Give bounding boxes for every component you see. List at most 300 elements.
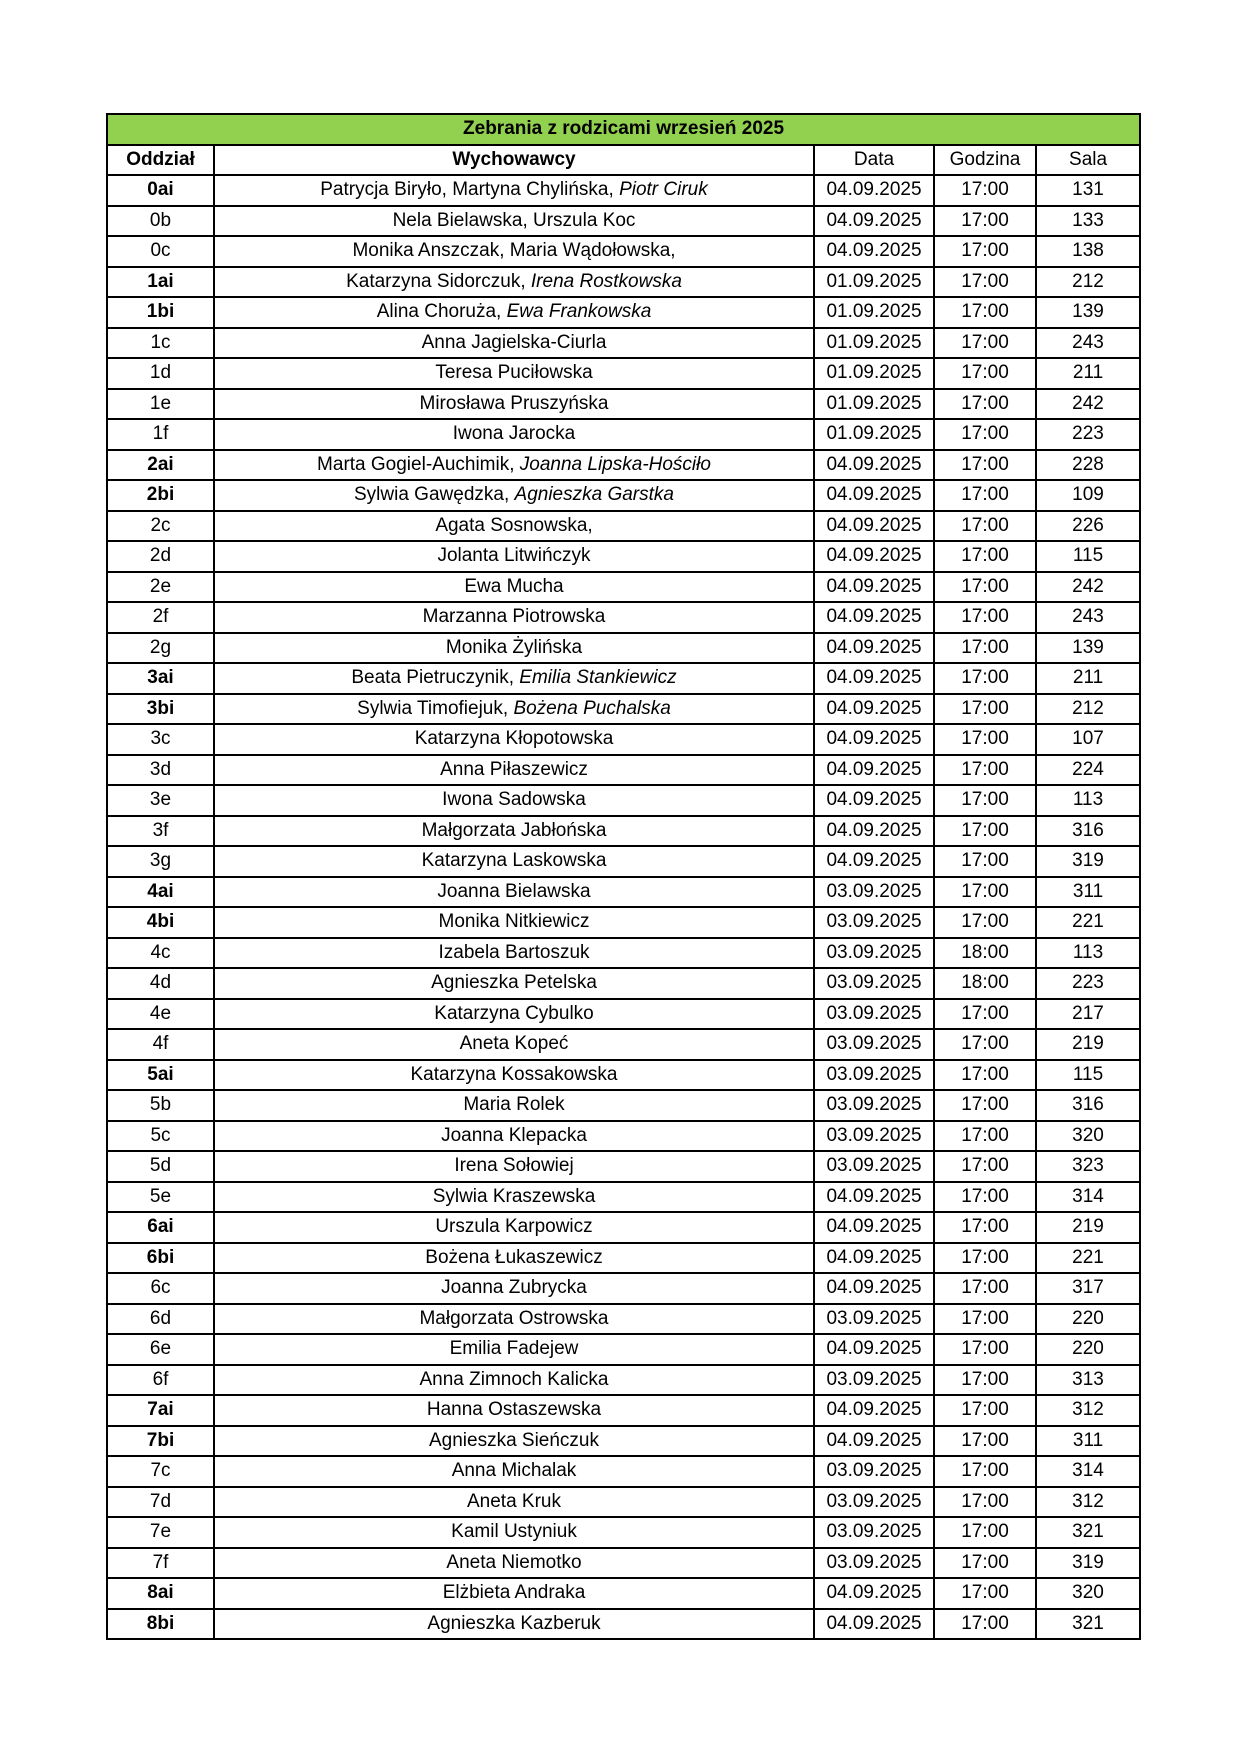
teacher-names: Iwona Jarocka (452, 423, 576, 445)
teacher-names: Sylwia Timofiejuk, (357, 697, 514, 719)
class-cell: 6c (107, 1273, 214, 1304)
room-cell: 317 (1036, 1273, 1140, 1304)
table-row (107, 328, 1140, 359)
date-cell: 04.09.2025 (814, 694, 934, 725)
date-cell: 04.09.2025 (814, 724, 934, 755)
class-cell: 1f (107, 419, 214, 450)
table-row (107, 846, 1140, 877)
room-cell: 211 (1036, 358, 1140, 389)
date-cell: 03.09.2025 (814, 999, 934, 1030)
teacher-names: Ewa Mucha (464, 575, 564, 597)
time-cell: 17:00 (934, 480, 1036, 511)
teacher-cell (214, 175, 814, 206)
class-cell: 2e (107, 572, 214, 603)
teacher-names: Maria Rolek (463, 1094, 565, 1116)
teacher-cell (214, 358, 814, 389)
teacher-cell (214, 328, 814, 359)
teacher-names: Anna Jagielska-Ciurla (421, 331, 607, 353)
date-cell: 04.09.2025 (814, 1426, 934, 1457)
time-cell: 17:00 (934, 328, 1036, 359)
teacher-names-italic: Ewa Frankowska (506, 301, 652, 323)
header-sala: Sala (1036, 145, 1140, 176)
date-cell: 03.09.2025 (814, 938, 934, 969)
time-cell: 17:00 (934, 1426, 1036, 1457)
table-row (107, 1456, 1140, 1487)
teacher-cell (214, 1182, 814, 1213)
teacher-names: Alina Choruża, (376, 301, 507, 323)
table-row (107, 1212, 1140, 1243)
table-row (107, 663, 1140, 694)
room-cell: 320 (1036, 1578, 1140, 1609)
time-cell: 17:00 (934, 1334, 1036, 1365)
teacher-cell (214, 1029, 814, 1060)
class-cell: 3d (107, 755, 214, 786)
teacher-cell (214, 1548, 814, 1579)
room-cell: 242 (1036, 572, 1140, 603)
room-cell: 312 (1036, 1395, 1140, 1426)
class-cell: 3ai (107, 663, 214, 694)
teacher-cell (214, 1334, 814, 1365)
date-cell: 03.09.2025 (814, 1548, 934, 1579)
date-cell: 03.09.2025 (814, 1304, 934, 1335)
time-cell: 17:00 (934, 999, 1036, 1030)
table-row (107, 633, 1140, 664)
header-row (107, 145, 1140, 176)
time-cell: 17:00 (934, 755, 1036, 786)
room-cell: 221 (1036, 1243, 1140, 1274)
class-cell: 6e (107, 1334, 214, 1365)
teacher-names: Elżbieta Andraka (442, 1582, 586, 1604)
room-cell: 107 (1036, 724, 1140, 755)
date-cell: 04.09.2025 (814, 602, 934, 633)
room-cell: 320 (1036, 1121, 1140, 1152)
teacher-cell (214, 907, 814, 938)
time-cell: 17:00 (934, 419, 1036, 450)
teacher-cell (214, 419, 814, 450)
date-cell: 03.09.2025 (814, 1029, 934, 1060)
class-cell: 0ai (107, 175, 214, 206)
room-cell: 223 (1036, 419, 1140, 450)
time-cell: 17:00 (934, 1517, 1036, 1548)
teacher-names: Agnieszka Kazberuk (427, 1612, 601, 1634)
room-cell: 139 (1036, 297, 1140, 328)
table-row (107, 450, 1140, 481)
time-cell: 17:00 (934, 846, 1036, 877)
time-cell: 17:00 (934, 663, 1036, 694)
table-row (107, 1395, 1140, 1426)
time-cell: 17:00 (934, 1395, 1036, 1426)
teacher-cell (214, 1151, 814, 1182)
table-row (107, 511, 1140, 542)
teacher-names: Anna Michalak (451, 1460, 577, 1482)
time-cell: 17:00 (934, 1151, 1036, 1182)
class-cell: 4e (107, 999, 214, 1030)
room-cell: 109 (1036, 480, 1140, 511)
date-cell: 04.09.2025 (814, 175, 934, 206)
teacher-cell (214, 755, 814, 786)
date-cell: 04.09.2025 (814, 572, 934, 603)
room-cell: 212 (1036, 694, 1140, 725)
teacher-names: Agnieszka Petelska (431, 972, 597, 994)
teacher-cell (214, 236, 814, 267)
table-row (107, 1548, 1140, 1579)
teacher-names: Aneta Kopeć (459, 1033, 569, 1055)
date-cell: 03.09.2025 (814, 1090, 934, 1121)
time-cell: 17:00 (934, 297, 1036, 328)
date-cell: 03.09.2025 (814, 1060, 934, 1091)
time-cell: 17:00 (934, 450, 1036, 481)
date-cell: 03.09.2025 (814, 1365, 934, 1396)
teacher-names-italic: Agnieszka Garstka (514, 484, 674, 506)
time-cell: 17:00 (934, 1609, 1036, 1640)
class-cell: 7c (107, 1456, 214, 1487)
time-cell: 17:00 (934, 724, 1036, 755)
date-cell: 03.09.2025 (814, 968, 934, 999)
teacher-cell (214, 206, 814, 237)
teacher-names: Monika Anszczak, Maria Wądołowska, (352, 240, 676, 262)
room-cell: 243 (1036, 602, 1140, 633)
room-cell: 319 (1036, 846, 1140, 877)
time-cell: 17:00 (934, 389, 1036, 420)
class-cell: 1c (107, 328, 214, 359)
class-cell: 7bi (107, 1426, 214, 1457)
teacher-cell (214, 1304, 814, 1335)
teacher-cell (214, 877, 814, 908)
table-row (107, 1243, 1140, 1274)
date-cell: 04.09.2025 (814, 511, 934, 542)
class-cell: 4f (107, 1029, 214, 1060)
table-row (107, 877, 1140, 908)
teacher-cell (214, 663, 814, 694)
room-cell: 223 (1036, 968, 1140, 999)
date-cell: 01.09.2025 (814, 419, 934, 450)
class-cell: 7ai (107, 1395, 214, 1426)
class-cell: 2bi (107, 480, 214, 511)
room-cell: 323 (1036, 1151, 1140, 1182)
room-cell: 131 (1036, 175, 1140, 206)
teacher-cell (214, 602, 814, 633)
room-cell: 316 (1036, 816, 1140, 847)
date-cell: 04.09.2025 (814, 1243, 934, 1274)
date-cell: 04.09.2025 (814, 480, 934, 511)
date-cell: 04.09.2025 (814, 541, 934, 572)
room-cell: 113 (1036, 938, 1140, 969)
teacher-cell (214, 1212, 814, 1243)
class-cell: 5ai (107, 1060, 214, 1091)
teacher-names: Monika Żylińska (445, 636, 583, 658)
date-cell: 04.09.2025 (814, 1334, 934, 1365)
class-cell: 5b (107, 1090, 214, 1121)
meetings-table (106, 113, 1141, 1640)
time-cell: 17:00 (934, 1060, 1036, 1091)
class-cell: 8ai (107, 1578, 214, 1609)
teacher-cell (214, 999, 814, 1030)
table-row (107, 968, 1140, 999)
date-cell: 04.09.2025 (814, 816, 934, 847)
date-cell: 03.09.2025 (814, 1487, 934, 1518)
title-row (107, 114, 1140, 145)
header-data: Data (814, 145, 934, 176)
time-cell: 17:00 (934, 633, 1036, 664)
room-cell: 115 (1036, 541, 1140, 572)
time-cell: 17:00 (934, 694, 1036, 725)
teacher-names-italic: Piotr Ciruk (619, 179, 708, 201)
class-cell: 3bi (107, 694, 214, 725)
date-cell: 01.09.2025 (814, 267, 934, 298)
time-cell: 17:00 (934, 1304, 1036, 1335)
class-cell: 4bi (107, 907, 214, 938)
date-cell: 04.09.2025 (814, 633, 934, 664)
room-cell: 314 (1036, 1182, 1140, 1213)
table-row (107, 1060, 1140, 1091)
room-cell: 212 (1036, 267, 1140, 298)
time-cell: 17:00 (934, 1090, 1036, 1121)
date-cell: 01.09.2025 (814, 297, 934, 328)
time-cell: 17:00 (934, 1365, 1036, 1396)
table-row (107, 907, 1140, 938)
table-row (107, 206, 1140, 237)
date-cell: 04.09.2025 (814, 1273, 934, 1304)
class-cell: 6ai (107, 1212, 214, 1243)
teacher-cell (214, 968, 814, 999)
table-row (107, 602, 1140, 633)
teacher-cell (214, 1060, 814, 1091)
time-cell: 17:00 (934, 1456, 1036, 1487)
time-cell: 17:00 (934, 1212, 1036, 1243)
class-cell: 1e (107, 389, 214, 420)
table-row (107, 1273, 1140, 1304)
teacher-names: Izabela Bartoszuk (438, 941, 590, 963)
table-row (107, 1578, 1140, 1609)
teacher-cell (214, 1365, 814, 1396)
table-row (107, 1609, 1140, 1640)
teacher-cell (214, 1578, 814, 1609)
teacher-cell (214, 297, 814, 328)
teacher-names: Aneta Kruk (467, 1490, 561, 1512)
teacher-names: Anna Zimnoch Kalicka (419, 1368, 609, 1390)
room-cell: 243 (1036, 328, 1140, 359)
teacher-cell (214, 267, 814, 298)
room-cell: 220 (1036, 1334, 1140, 1365)
room-cell: 311 (1036, 1426, 1140, 1457)
teacher-names: Teresa Puciłowska (435, 362, 593, 384)
table-row (107, 938, 1140, 969)
room-cell: 321 (1036, 1609, 1140, 1640)
teacher-cell (214, 1517, 814, 1548)
room-cell: 138 (1036, 236, 1140, 267)
class-cell: 1ai (107, 267, 214, 298)
teacher-cell (214, 785, 814, 816)
room-cell: 221 (1036, 907, 1140, 938)
teacher-cell (214, 1243, 814, 1274)
time-cell: 18:00 (934, 938, 1036, 969)
table-row (107, 236, 1140, 267)
time-cell: 17:00 (934, 236, 1036, 267)
class-cell: 6bi (107, 1243, 214, 1274)
class-cell: 3c (107, 724, 214, 755)
date-cell: 03.09.2025 (814, 1121, 934, 1152)
room-cell: 219 (1036, 1212, 1140, 1243)
class-cell: 6d (107, 1304, 214, 1335)
teacher-names: Bożena Łukaszewicz (425, 1246, 603, 1268)
date-cell: 03.09.2025 (814, 1151, 934, 1182)
teacher-names: Katarzyna Cybulko (434, 1002, 594, 1024)
date-cell: 03.09.2025 (814, 907, 934, 938)
table-row (107, 724, 1140, 755)
teacher-cell (214, 1090, 814, 1121)
header-godzina: Godzina (934, 145, 1036, 176)
teacher-names: Jolanta Litwińczyk (437, 545, 591, 567)
room-cell: 242 (1036, 389, 1140, 420)
class-cell: 3e (107, 785, 214, 816)
date-cell: 03.09.2025 (814, 1517, 934, 1548)
time-cell: 17:00 (934, 541, 1036, 572)
room-cell: 115 (1036, 1060, 1140, 1091)
date-cell: 04.09.2025 (814, 450, 934, 481)
time-cell: 17:00 (934, 358, 1036, 389)
time-cell: 17:00 (934, 1487, 1036, 1518)
room-cell: 316 (1036, 1090, 1140, 1121)
date-cell: 04.09.2025 (814, 1609, 934, 1640)
table-row (107, 694, 1140, 725)
date-cell: 04.09.2025 (814, 236, 934, 267)
time-cell: 17:00 (934, 1578, 1036, 1609)
room-cell: 219 (1036, 1029, 1140, 1060)
teacher-names: Agata Sosnowska, (435, 514, 593, 536)
class-cell: 0b (107, 206, 214, 237)
table-row (107, 267, 1140, 298)
teacher-names: Iwona Sadowska (442, 789, 586, 811)
class-cell: 5c (107, 1121, 214, 1152)
time-cell: 17:00 (934, 1121, 1036, 1152)
class-cell: 2d (107, 541, 214, 572)
date-cell: 03.09.2025 (814, 877, 934, 908)
teacher-names: Irena Sołowiej (454, 1155, 574, 1177)
class-cell: 8bi (107, 1609, 214, 1640)
class-cell: 1d (107, 358, 214, 389)
teacher-names: Beata Pietruczynik, (351, 667, 520, 689)
room-cell: 312 (1036, 1487, 1140, 1518)
date-cell: 01.09.2025 (814, 328, 934, 359)
table-row (107, 1029, 1140, 1060)
table-row (107, 1151, 1140, 1182)
teacher-cell (214, 1395, 814, 1426)
teacher-names: Sylwia Gawędzka, (354, 484, 515, 506)
room-cell: 228 (1036, 450, 1140, 481)
header-oddzial: Oddział (107, 145, 214, 176)
class-cell: 2ai (107, 450, 214, 481)
room-cell: 321 (1036, 1517, 1140, 1548)
table-row (107, 358, 1140, 389)
time-cell: 17:00 (934, 1548, 1036, 1579)
teacher-names: Małgorzata Jabłońska (421, 819, 607, 841)
class-cell: 3g (107, 846, 214, 877)
teacher-names: Patrycja Biryło, Martyna Chylińska, (320, 179, 620, 201)
teacher-cell (214, 724, 814, 755)
date-cell: 04.09.2025 (814, 1182, 934, 1213)
teacher-names: Aneta Niemotko (446, 1551, 582, 1573)
table-row (107, 389, 1140, 420)
teacher-names: Katarzyna Kossakowska (410, 1063, 618, 1085)
room-cell: 226 (1036, 511, 1140, 542)
time-cell: 17:00 (934, 785, 1036, 816)
teacher-names: Sylwia Kraszewska (432, 1185, 596, 1207)
teacher-names-italic: Bożena Puchalska (513, 697, 671, 719)
teacher-names: Katarzyna Laskowska (421, 850, 607, 872)
teacher-names: Joanna Zubrycka (441, 1277, 587, 1299)
class-cell: 3f (107, 816, 214, 847)
date-cell: 01.09.2025 (814, 358, 934, 389)
class-cell: 5e (107, 1182, 214, 1213)
teacher-cell (214, 846, 814, 877)
teacher-names: Emilia Fadejew (449, 1338, 579, 1360)
room-cell: 319 (1036, 1548, 1140, 1579)
table-title: Zebrania z rodzicami wrzesień 2025 (107, 114, 1140, 145)
time-cell: 17:00 (934, 206, 1036, 237)
time-cell: 17:00 (934, 1243, 1036, 1274)
table-row (107, 1487, 1140, 1518)
table-row (107, 1121, 1140, 1152)
table-row (107, 1304, 1140, 1335)
teacher-cell (214, 572, 814, 603)
class-cell: 7d (107, 1487, 214, 1518)
time-cell: 17:00 (934, 1273, 1036, 1304)
class-cell: 6f (107, 1365, 214, 1396)
teacher-cell (214, 1487, 814, 1518)
time-cell: 17:00 (934, 175, 1036, 206)
teacher-names: Anna Piłaszewicz (440, 758, 588, 780)
class-cell: 5d (107, 1151, 214, 1182)
class-cell: 7f (107, 1548, 214, 1579)
teacher-names: Hanna Ostaszewska (426, 1399, 602, 1421)
class-cell: 0c (107, 236, 214, 267)
teacher-cell (214, 1273, 814, 1304)
class-cell: 4c (107, 938, 214, 969)
room-cell: 313 (1036, 1365, 1140, 1396)
time-cell: 17:00 (934, 572, 1036, 603)
date-cell: 04.09.2025 (814, 785, 934, 816)
teacher-names-italic: Irena Rostkowska (530, 270, 682, 292)
teacher-cell (214, 816, 814, 847)
room-cell: 220 (1036, 1304, 1140, 1335)
time-cell: 17:00 (934, 1029, 1036, 1060)
class-cell: 2c (107, 511, 214, 542)
teacher-cell (214, 450, 814, 481)
time-cell: 17:00 (934, 511, 1036, 542)
time-cell: 17:00 (934, 602, 1036, 633)
teacher-cell (214, 480, 814, 511)
teacher-cell (214, 1121, 814, 1152)
table-row (107, 572, 1140, 603)
table-row (107, 1090, 1140, 1121)
header-wychowawcy: Wychowawcy (214, 145, 814, 176)
room-cell: 311 (1036, 877, 1140, 908)
date-cell: 04.09.2025 (814, 663, 934, 694)
time-cell: 18:00 (934, 968, 1036, 999)
table-row (107, 816, 1140, 847)
table-row (107, 1182, 1140, 1213)
teacher-names: Mirosława Pruszyńska (419, 392, 609, 414)
class-cell: 7e (107, 1517, 214, 1548)
teacher-cell (214, 1456, 814, 1487)
table-row (107, 297, 1140, 328)
date-cell: 03.09.2025 (814, 1456, 934, 1487)
teacher-cell (214, 1609, 814, 1640)
table-row (107, 480, 1140, 511)
teacher-names: Joanna Klepacka (441, 1124, 587, 1146)
table-row (107, 541, 1140, 572)
date-cell: 04.09.2025 (814, 846, 934, 877)
